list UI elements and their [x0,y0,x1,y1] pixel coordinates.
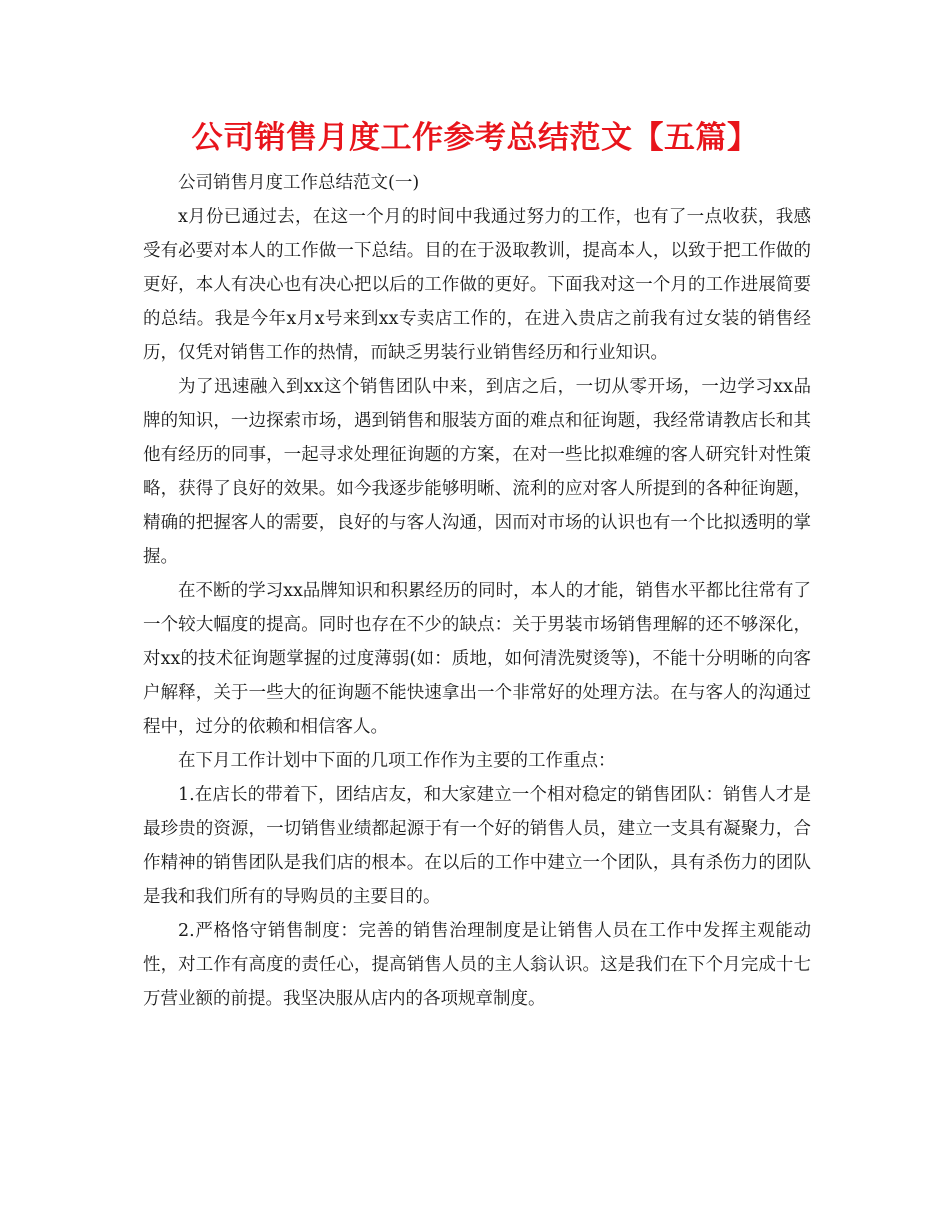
paragraph: 为了迅速融入到xx这个销售团队中来，到店之后，一切从零开场，一边学习xx品牌的知识，一边探索市场，遇到销售和服装方面的难点和征询题，我经常请教店长和其他有经历的同事，一起寻求处理征询题的方案，在对一些比拟难缠的客人研究针对性策略，获得了良好的效果。如今我逐步能够明晰、流利的应对客人所提到的各种征询题，精确的把握客人的需要，良好的与客人沟通，因而对市场的认识也有一个比拟透明的掌握。 [143,377,811,567]
list-item: 2.严格恪守销售制度：完善的销售治理制度是让销售人员在工作中发挥主观能动性，对工作有高度的责任心，提高销售人员的主人翁认识。这是我们在下个月完成十七万营业额的前提。我坚决服从店内的各项规章制度。 [143,921,811,1009]
paragraph: 在下月工作计划中下面的几项工作作为主要的工作重点： [178,751,616,771]
document-title: 公司销售月度工作参考总结范文【五篇】 [191,120,759,156]
paragraph: x月份已通过去，在这一个月的时间中我通过努力的工作，也有了一点收获，我感受有必要对本人的工作做一下总结。目的在于汲取教训，提高本人，以致于把工作做的更好，本人有决心也有决心把以后的工作做的更好。下面我对这一个月的工作进展简要的总结。我是今年x月x号来到xx专卖店工作的，在进入贵店之前我有过女装的销售经历，仅凭对销售工作的热情，而缺乏男装行业销售经历和行业知识。 [143,207,811,363]
document-body [143,166,811,1016]
list-item: 1.在店长的带着下，团结店友，和大家建立一个相对稳定的销售团队：销售人才是最珍贵的资源，一切销售业绩都起源于有一个好的销售人员，建立一支具有凝聚力，合作精神的销售团队是我们店的根本。在以后的工作中建立一个团队，具有杀伤力的团队是我和我们所有的导购员的主要目的。 [143,785,811,907]
paragraph: 在不断的学习xx品牌知识和积累经历的同时，本人的才能，销售水平都比往常有了一个较大幅度的提高。同时也存在不少的缺点：关于男装市场销售理解的还不够深化，对xx的技术征询题掌握的过度薄弱(如：质地，如何清洗熨烫等)，不能十分明晰的向客户解释，关于一些大的征询题不能快速拿出一个非常好的处理方法。在与客人的沟通过程中，过分的依赖和相信客人。 [143,581,811,737]
section-heading: 公司销售月度工作总结范文(一) [178,173,420,193]
